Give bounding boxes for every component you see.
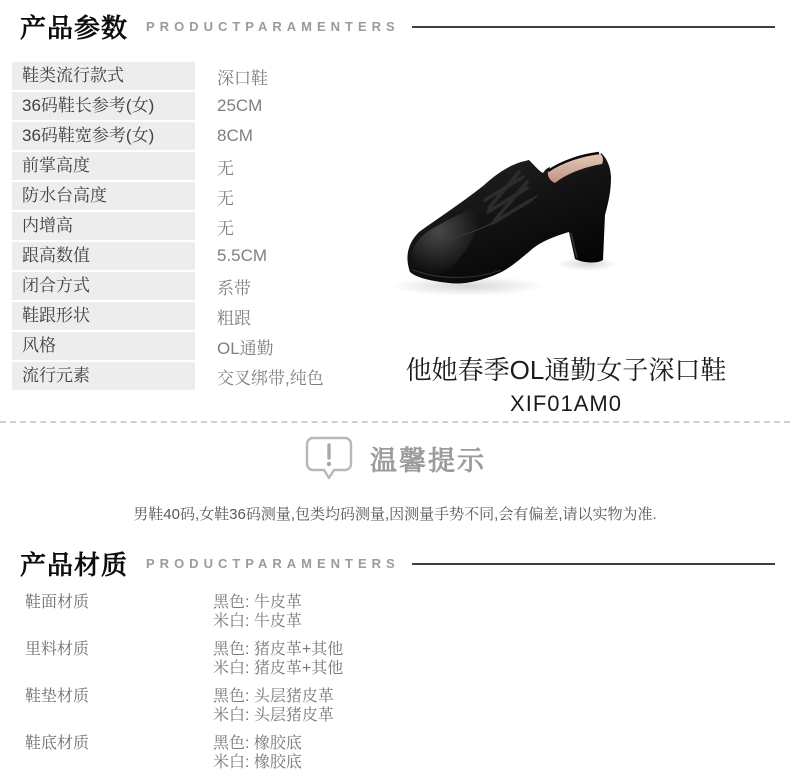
material-group bbox=[25, 734, 765, 772]
exclamation-bubble-icon bbox=[304, 436, 354, 480]
table-row bbox=[12, 302, 384, 330]
param-label: 36码鞋宽参考(女) bbox=[12, 122, 195, 150]
param-label: 鞋类流行款式 bbox=[12, 62, 195, 90]
param-value: 系带 bbox=[217, 278, 251, 298]
parameters-table bbox=[12, 62, 384, 392]
param-label: 36码鞋长参考(女) bbox=[12, 92, 195, 120]
params-title: 产品参数 bbox=[20, 13, 129, 43]
product-title: 他她春季OL通勤女子深口鞋 bbox=[405, 355, 727, 385]
dashed-divider bbox=[0, 421, 790, 423]
product-model: XIF01AM0 bbox=[510, 391, 622, 416]
material-value: 黑色: 猪皮革+其他 bbox=[213, 641, 344, 658]
param-label: 前掌高度 bbox=[12, 152, 195, 180]
header-rule bbox=[412, 563, 775, 565]
param-value: 无 bbox=[217, 188, 234, 208]
param-label: 鞋跟形状 bbox=[12, 302, 195, 330]
table-row bbox=[12, 332, 384, 360]
materials-list bbox=[25, 593, 765, 780]
material-group bbox=[25, 593, 765, 631]
material-label: 鞋垫材质 bbox=[25, 688, 90, 705]
material-group bbox=[25, 640, 765, 678]
material-value: 米白: 牛皮革 bbox=[213, 613, 302, 630]
material-value: 米白: 猪皮革+其他 bbox=[213, 660, 344, 677]
table-row bbox=[12, 62, 384, 90]
material-value: 米白: 橡胶底 bbox=[213, 754, 302, 771]
materials-subtitle: PRODUCTPARAMENTERS bbox=[146, 556, 400, 571]
product-image bbox=[385, 120, 635, 300]
param-value: 25CM bbox=[217, 96, 263, 115]
material-value: 黑色: 牛皮革 bbox=[213, 594, 302, 611]
param-label: 流行元素 bbox=[12, 362, 195, 390]
table-row bbox=[12, 182, 384, 210]
param-value: 无 bbox=[217, 158, 234, 178]
param-value: 无 bbox=[217, 218, 234, 238]
material-value: 黑色: 橡胶底 bbox=[213, 735, 302, 752]
tips-header bbox=[0, 436, 790, 480]
material-label: 鞋底材质 bbox=[25, 735, 90, 752]
notice-text: 男鞋40码,女鞋36码测量,包类均码测量,因测量手势不同,会有偏差,请以实物为准. bbox=[133, 506, 657, 523]
material-label: 鞋面材质 bbox=[25, 594, 90, 611]
params-subtitle: PRODUCTPARAMENTERS bbox=[146, 19, 400, 34]
param-label: 闭合方式 bbox=[12, 272, 195, 300]
table-row bbox=[12, 92, 384, 120]
material-value: 米白: 头层猪皮革 bbox=[213, 707, 334, 724]
materials-title: 产品材质 bbox=[20, 550, 129, 580]
material-group bbox=[25, 687, 765, 725]
param-label: 防水台高度 bbox=[12, 182, 195, 210]
params-section-header bbox=[20, 8, 775, 45]
header-rule bbox=[412, 26, 775, 28]
material-label: 里料材质 bbox=[25, 641, 90, 658]
param-label: 内增高 bbox=[12, 212, 195, 240]
param-label: 跟高数值 bbox=[12, 242, 195, 270]
table-row bbox=[12, 122, 384, 150]
param-value: 8CM bbox=[217, 126, 253, 145]
table-row bbox=[12, 272, 384, 300]
param-label: 风格 bbox=[12, 332, 195, 360]
param-value: 粗跟 bbox=[217, 308, 251, 328]
table-row bbox=[12, 212, 384, 240]
param-value: 深口鞋 bbox=[217, 68, 268, 88]
param-value: 交叉绑带,纯色 bbox=[217, 368, 324, 388]
table-row bbox=[12, 152, 384, 180]
param-value: 5.5CM bbox=[217, 246, 268, 265]
material-value: 黑色: 头层猪皮革 bbox=[213, 688, 334, 705]
table-row bbox=[12, 242, 384, 270]
materials-section-header bbox=[20, 545, 775, 582]
param-value: OL通勤 bbox=[217, 338, 274, 358]
table-row bbox=[12, 362, 384, 390]
tips-title: 温馨提示 bbox=[370, 445, 486, 476]
